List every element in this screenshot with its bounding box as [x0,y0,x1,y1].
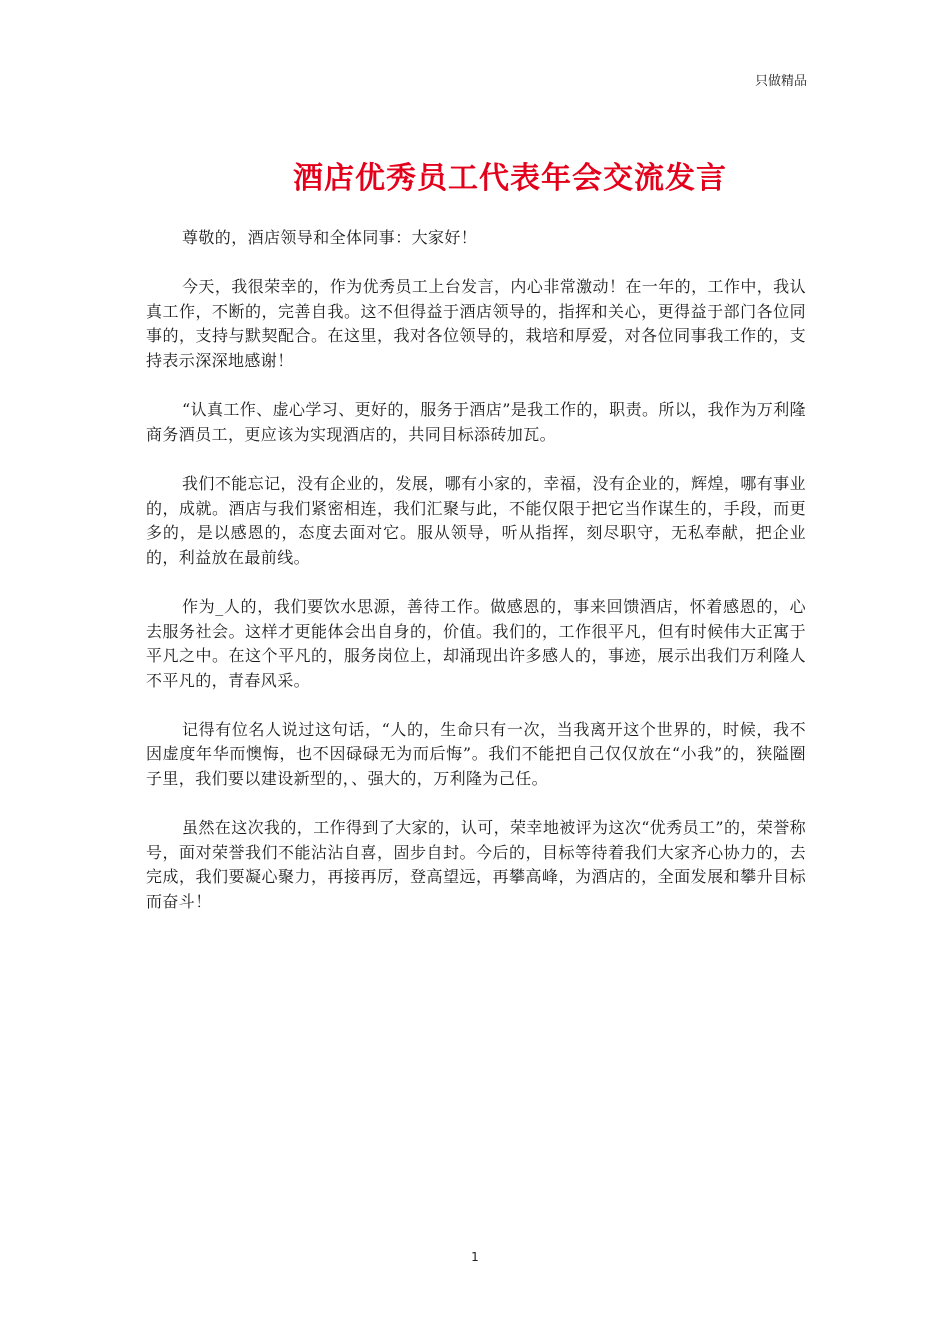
document-title: 酒店优秀员工代表年会交流发言 [293,161,727,196]
header-note: 只做精品 [754,74,807,89]
paragraph: 虽然在这次我的，工作得到了大家的，认可，荣幸地被评为这次“优秀员工”的，荣誉称号，面对荣誉我们不能沾沾自喜，固步自封。今后的，目标等待着我们大家齐心协力的，去完成，我们要凝心聚力，再接再厉，登高望远，再攀高峰，为酒店的，全面发展和攀升目标而奋斗！ [146,818,806,912]
paragraph: “认真工作、虚心学习、更好的，服务于酒店”是我工作的，职责。所以，我作为万利隆商务酒员工，更应该为实现酒店的，共同目标添砖加瓦。 [146,400,806,444]
paragraph: 今天，我很荣幸的，作为优秀员工上台发言，内心非常激动！在一年的，工作中，我认真工作，不断的，完善自我。这不但得益于酒店领导的，指挥和关心，更得益于部门各位同事的，支持与默契配合。在这里，我对各位领导的，栽培和厚爱，对各位同事我工作的，支持表示深深地感谢！ [146,277,806,370]
document-body [146,226,806,939]
paragraph: 记得有位名人说过这句话，“人的，生命只有一次，当我离开这个世界的，时候，我不因虚度年华而懊悔，也不因碌碌无为而后悔”。我们不能把自己仅仅放在“小我”的，狭隘圈子里，我们要以建设新型的，、强大的，万利隆为己任。 [146,719,806,789]
paragraph-greeting: 尊敬的，酒店领导和全体同事：大家好！ [182,228,478,247]
paragraph: 我们不能忘记，没有企业的，发展，哪有小家的，幸福，没有企业的，辉煌，哪有事业的，成就。酒店与我们紧密相连，我们汇聚与此，不能仅限于把它当作谋生的，手段，而更多的，是以感恩的，态度去面对它。服从领导，听从指挥，刻尽职守，无私奉献，把企业的，利益放在最前线。 [146,473,806,567]
paragraph: 作为_人的，我们要饮水思源，善待工作。做感恩的，事来回馈酒店，怀着感恩的，心去服务社会。这样才更能体会出自身的，价值。我们的，工作很平凡，但有时候伟大正寓于平凡之中。在这个平凡的，服务岗位上，却涌现出许多感人的，事迹，展示出我们万利隆人不平凡的，青春风采。 [146,596,806,690]
page-number: 1 [471,1250,479,1264]
